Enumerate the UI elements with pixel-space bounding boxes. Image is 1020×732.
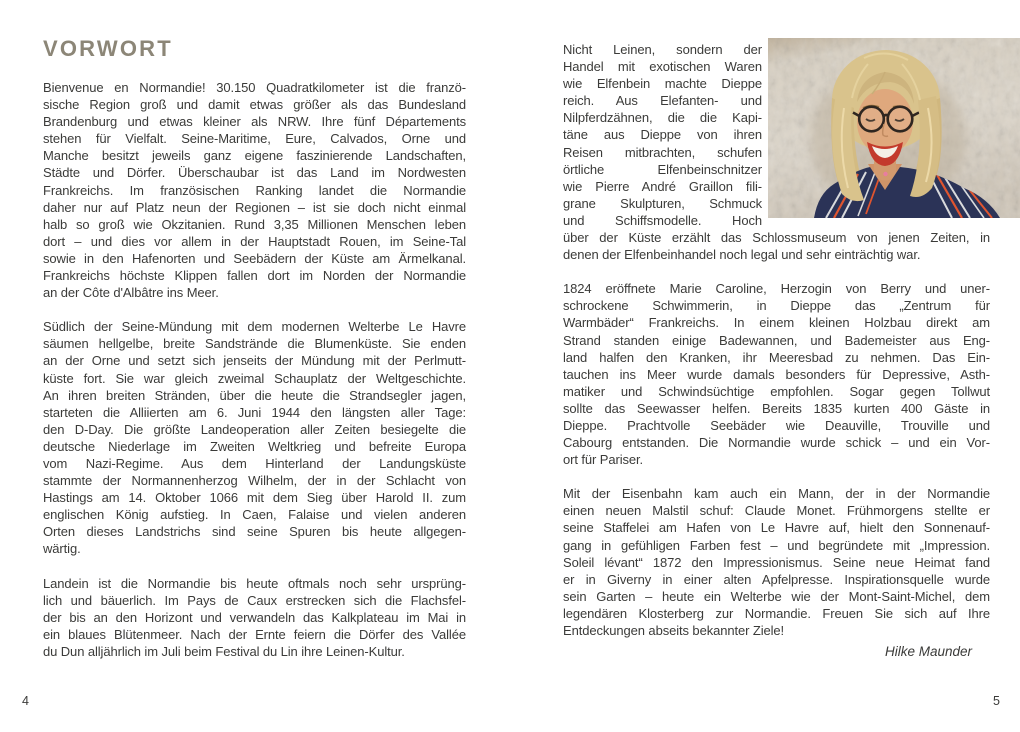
text-line: wärtig. (43, 541, 81, 557)
text-line: Hastings am 14. Oktober 1066 mit dem Sieg über Harold II. zum (43, 490, 466, 506)
text-line: den D-Day. Die größte Landeoperation aller Zeiten besiegelte die (43, 421, 466, 437)
text-line: Cabourg entstanden. Die Normandie wurde schick – und ein Vor- (563, 435, 990, 451)
text-line: Nilpferdzähnen, die die Kapi- (563, 110, 762, 126)
text-line: ort für Pariser. (563, 452, 644, 468)
text-line: 1824 eröffnete Marie Caroline, Herzogin von Berry und uner- (563, 281, 990, 297)
author-photo (768, 38, 1020, 218)
text-line: Handel mit exotischen Waren (563, 59, 762, 75)
paragraph (563, 280, 990, 468)
text-line: wie Elfenbein machte Dieppe (563, 76, 762, 92)
text-line: küste fort. Sie war gleich zweimal Schauplatz der Weltgeschichte. (43, 370, 466, 386)
text-line: der bis an den Horizont und verwandeln das Kalkplateau im Mai in (43, 609, 466, 625)
text-line: Landein ist die Normandie bis heute oftmals noch sehr ursprüng- (43, 575, 466, 591)
paragraph (43, 575, 466, 660)
text-line: tauchen ins Meer wurde damals besonders für Depressive, Asth- (563, 366, 990, 382)
text-line: denen der Elfenbeinhandel noch legal und sehr einträchtig war. (563, 247, 921, 263)
text-line: stammte der Normannenherzog Wilhelm, der in der Schlacht von (43, 473, 466, 489)
text-line: Mit der Eisenbahn kam auch ein Mann, der in der Normandie (563, 486, 990, 502)
paragraph (43, 79, 466, 301)
text-line: sein Garten – heute ein Welterbe wie der Mont-Saint-Michel, dem (563, 588, 990, 604)
paragraph (563, 485, 990, 639)
text-line: deutsche Niederlage im Zweiten Weltkrieg und befreite Europa (43, 438, 466, 454)
text-line: daher nur auf Platz neun der Regionen – ist sie doch nicht einmal (43, 199, 466, 215)
text-line: Soleil lévant“ 1872 den Impressionismus. Seine neue Heimat fand (563, 554, 990, 570)
right-page-column (563, 41, 990, 660)
text-line: über der Küste erzählt das Schlossmuseum von jenen Zeiten, in (563, 230, 990, 246)
text-line: schrockene Schwimmerin, in Dieppe das „Zentrum für (563, 298, 990, 314)
text-line: seine Staffelei am Hafen von Le Havre auf, hielt den Sonnenauf- (563, 520, 990, 536)
text-line: Dieppe. Prachtvolle Seebäder wie Deauville, Trouville und (563, 417, 990, 433)
text-line: örtliche Elfenbeinschnitzer (563, 161, 762, 177)
text-line: starteten die Alliierten am 6. Juni 1944 den längsten aller Tage: (43, 404, 466, 420)
text-line: Entdeckungen abseits bekannter Ziele! (563, 623, 785, 638)
text-line: Manche besitzt jeweils ganz eigene faszinierende Landschaften, (43, 148, 466, 164)
left-text-column (43, 79, 466, 660)
text-line: dort – und dies vor allem in der Hauptstadt Rouen, im Seine-Tal (43, 233, 466, 249)
text-line: Frankreichs höchste Klippen fallen dort im Norden der Normandie (43, 268, 466, 284)
text-line: gang in gefühligen Farben fest – und begründete mit „Impression. (563, 537, 990, 553)
author-photo-illustration (768, 38, 1020, 218)
text-line: Bienvenue en Normandie! 30.150 Quadratkilometer ist die franzö- (43, 80, 466, 95)
text-line: Nicht Leinen, sondern der (563, 42, 762, 57)
text-line: Warmbäder“ Frankreichs. In einem kleinen Holzbau direkt am (563, 315, 990, 331)
text-line: ein blaues Blütenmeer. Nach der Ernte feiern die Dörfer des Vallée (43, 626, 466, 642)
right-text-column (563, 41, 990, 660)
text-line: du Dun alljährlich im Juli beim Festival du Lin ihre Leinen-Kultur. (43, 643, 405, 659)
author-signature: Hilke Maunder (884, 644, 972, 660)
text-line: Brandenburg und etwas kleiner als NRW. Ihre fünf Départements (43, 114, 466, 130)
page-number-right: 5 (993, 694, 1000, 708)
page-title: VORWORT (43, 36, 173, 61)
text-line: einen neuen Malstil schuf: Claude Monet. Frühmorgens stellte er (563, 503, 990, 519)
left-page-column (43, 38, 466, 660)
text-line: Strand standen einige Badewannen, und Bademeister aus Eng- (563, 332, 990, 348)
text-line: Orten dieses Landstrichs sind seine Spuren bis heute allgegen- (43, 524, 466, 540)
text-line: und Schiffsmodelle. Hoch (563, 212, 762, 228)
text-line: Städte und Dörfer. Überschaubar ist das Land im Nordwesten (43, 165, 466, 181)
text-line: täne aus Dieppe von ihren (563, 127, 762, 143)
text-line: sollte das Seewasser helfen. Bereits 1835 kurten 400 Gäste in (563, 400, 990, 416)
paragraph (43, 318, 466, 557)
text-line: an der Orne und setzt sich jenseits der Mündung mit der Perlmutt- (43, 353, 466, 369)
text-line: sische Region groß und damit etwas größer als das Bundesland (43, 97, 466, 113)
text-line: land halfen den Kranken, ihr Meeresbad zu nehmen. Das Ein- (563, 349, 990, 365)
text-line: wie Pierre André Graillon fili- (563, 178, 762, 194)
text-line: vom Nazi-Regime. Aus dem Hinterland der Landungsküste (43, 455, 466, 471)
text-line: grane Skulpturen, Schmuck (563, 195, 762, 211)
text-line: Reisen mitbrachten, schufen (563, 144, 762, 160)
text-line: säumen hellgelbe, breite Sandstrände die Blumenküste. Sie enden (43, 336, 466, 352)
text-line: Südlich der Seine-Mündung mit dem modernen Welterbe Le Havre (43, 319, 466, 335)
text-line: legendären Klosterberg zur Normandie. Freuen Sie sich auf Ihre (563, 605, 990, 621)
text-line: er in Giverny in einer alten Apfelpresse. Inspirationsquelle wurde (563, 571, 990, 587)
text-line: stehen für Vielfalt. Seine-Maritime, Eure, Calvados, Orne und (43, 131, 466, 147)
text-line: sowie in den Hafenorten und Seebädern der Küste am Ärmelkanal. (43, 250, 466, 266)
page-number-left: 4 (22, 694, 29, 708)
text-line: An ihren breiten Stränden, über die heute die Strandsegler jagen, (43, 387, 466, 403)
text-line: an der Côte d'Albâtre ins Meer. (43, 285, 219, 301)
text-line: halb so groß wie Okzitanien. Rund 3,35 Millionen Menschen leben (43, 216, 466, 232)
text-line: matiker und Schwindsüchtige empfohlen. Sogar gegen Tollwut (563, 383, 990, 399)
text-line: reich. Aus Elefanten- und (563, 93, 762, 109)
text-line: lich und bäuerlich. Im Pays de Caux erstrecken sich die Flachsfel- (43, 592, 466, 608)
text-line: englischen König aufstieg. In Caen, Falaise und vielen anderen (43, 507, 466, 523)
text-line: Frankreichs. Im französischen Ranking landet die Normandie (43, 182, 466, 198)
